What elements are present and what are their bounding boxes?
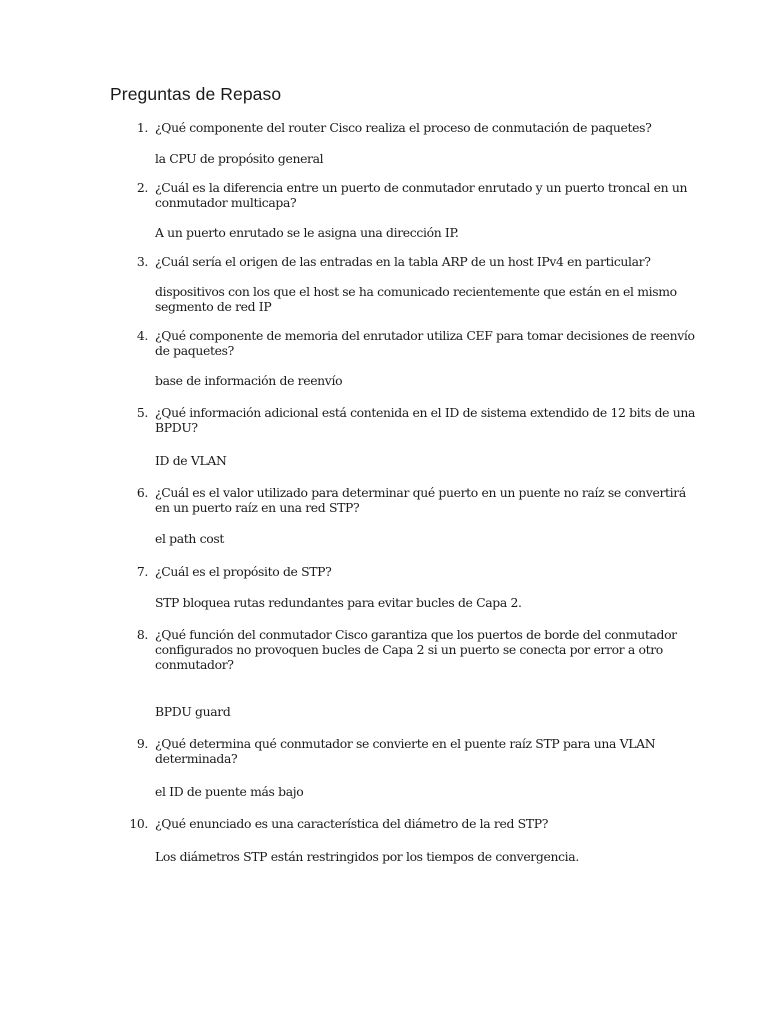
answer-text: ID de VLAN [155,453,227,468]
question-text: ¿Qué componente de memoria del enrutador utiliza CEF para tomar decisiones de reenvío de paquetes? [155,328,695,358]
answer-text: la CPU de propósito general [155,151,324,166]
question-number: 7. [136,564,148,579]
question-number: 2. [136,180,148,195]
question-text: ¿Cuál es el valor utilizado para determinar qué puerto en un puente no raíz se convertirá en un puerto raíz en una red STP? [155,485,686,515]
question-number: 6. [136,485,148,500]
question-number: 5. [136,405,148,420]
answer-text: el ID de puente más bajo [155,784,304,799]
answer-text: A un puerto enrutado se le asigna una dirección IP. [155,225,459,240]
page-title: Preguntas de Repaso [110,84,282,104]
question-number: 8. [136,627,148,642]
question-text: ¿Cuál es la diferencia entre un puerto de conmutador enrutado y un puerto troncal en un conmutador multicapa? [155,180,688,210]
answer-text: STP bloquea rutas redundantes para evitar bucles de Capa 2. [155,595,522,610]
question-number: 9. [136,736,148,751]
question-number: 3. [136,254,148,269]
answer-text: dispositivos con los que el host se ha comunicado recientemente que están en el mismo segmento de red IP [155,284,677,314]
question-text: ¿Qué determina qué conmutador se convierte en el puente raíz STP para una VLAN determinada? [155,736,656,766]
answer-text: base de información de reenvío [155,373,343,388]
answer-text: BPDU guard [155,704,231,719]
question-text: ¿Qué función del conmutador Cisco garantiza que los puertos de borde del conmutador configurados no provoquen bucles de Capa 2 si un puerto se conecta por error a otro conmutador? [155,627,677,672]
question-number: 4. [136,328,148,343]
answer-text: Los diámetros STP están restringidos por los tiempos de convergencia. [155,849,579,864]
question-text: ¿Cuál es el propósito de STP? [155,564,332,579]
question-text: ¿Cuál sería el origen de las entradas en la tabla ARP de un host IPv4 en particular? [155,254,651,269]
question-text: ¿Qué información adicional está contenida en el ID de sistema extendido de 12 bits de una BPDU? [155,405,696,435]
question-text: ¿Qué componente del router Cisco realiza el proceso de conmutación de paquetes? [155,120,652,135]
question-number: 10. [129,816,148,831]
question-text: ¿Qué enunciado es una característica del diámetro de la red STP? [155,816,548,831]
answer-text: el path cost [155,531,224,546]
question-number: 1. [136,120,148,135]
